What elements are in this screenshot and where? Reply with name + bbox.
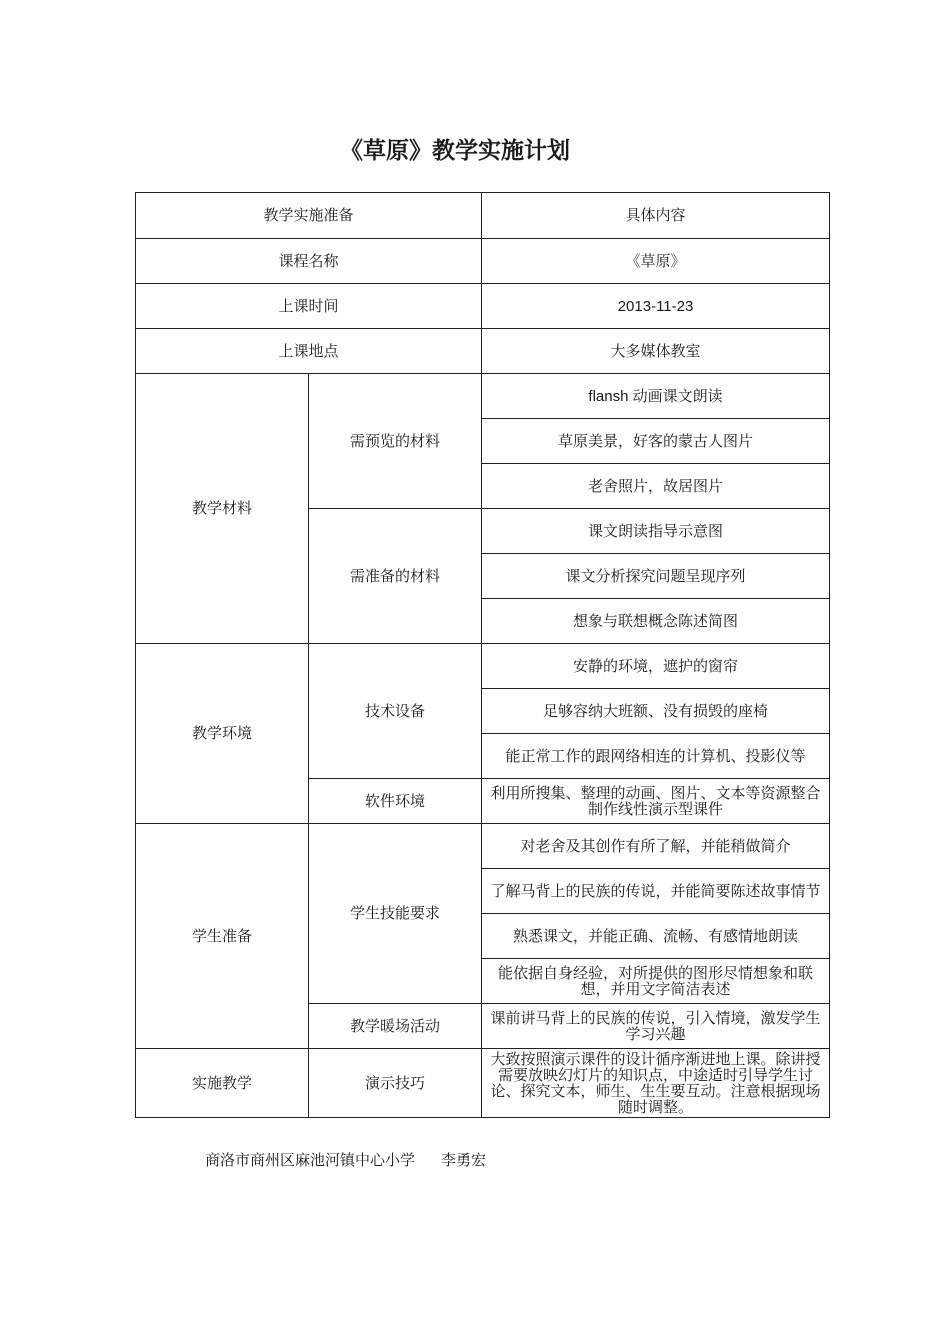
table-row [136, 374, 830, 419]
prepare-materials-label: 需准备的材料 [309, 509, 482, 644]
table-row [136, 239, 830, 284]
prepare-item: 想象与联想概念陈述简图 [482, 599, 830, 644]
table-row [136, 644, 830, 689]
table-row [136, 329, 830, 374]
environment-label: 教学环境 [136, 644, 309, 824]
skill-item: 熟悉课文，并能正确、流畅、有感情地朗读 [482, 914, 830, 959]
implement-label: 实施教学 [136, 1049, 309, 1118]
student-prep-label: 学生准备 [136, 824, 309, 1049]
tech-equipment-label: 技术设备 [309, 644, 482, 779]
skill-item: 对老舍及其创作有所了解，并能稍做简介 [482, 824, 830, 869]
table-row [136, 284, 830, 329]
table-row [136, 1049, 830, 1118]
footer-school: 商洛市商州区麻池河镇中心小学 [205, 1151, 416, 1169]
software-env-label: 软件环境 [309, 779, 482, 824]
tech-item: 安静的环境，遮护的窗帘 [482, 644, 830, 689]
footer [205, 1149, 486, 1170]
skill-item: 能依据自身经验，对所提供的图形尽情想象和联想，并用文字简洁表述 [482, 959, 830, 1004]
tech-item: 足够容纳大班额、没有损毁的座椅 [482, 689, 830, 734]
document-title: 《草原》教学实施计划 [340, 138, 570, 164]
student-skills-label: 学生技能要求 [309, 824, 482, 1004]
plan-table [135, 192, 830, 1118]
course-name-label: 课程名称 [136, 239, 482, 284]
preview-materials-label: 需预览的材料 [309, 374, 482, 509]
preview-item: 老舍照片，故居图片 [482, 464, 830, 509]
class-place-value: 大多媒体教室 [482, 329, 830, 374]
class-time-value: 2013-11-23 [482, 284, 830, 329]
class-time-label: 上课时间 [136, 284, 482, 329]
table-row [136, 824, 830, 869]
header-right-cell: 具体内容 [482, 193, 830, 239]
demo-skill-label: 演示技巧 [309, 1049, 482, 1118]
class-place-label: 上课地点 [136, 329, 482, 374]
warmup-value: 课前讲马背上的民族的传说，引入情境，激发学生学习兴趣 [482, 1004, 830, 1049]
table-header-row [136, 193, 830, 239]
footer-author: 李勇宏 [441, 1151, 487, 1169]
skill-item: 了解马背上的民族的传说，并能简要陈述故事情节 [482, 869, 830, 914]
demo-skill-value: 大致按照演示课件的设计循序渐进地上课。除讲授需要放映幻灯片的知识点，中途适时引导学生讨论、探究文本，师生、生生要互动。注意根据现场随时调整。 [482, 1049, 830, 1118]
prepare-item: 课文分析探究问题呈现序列 [482, 554, 830, 599]
preview-item: flansh 动画课文朗读 [482, 374, 830, 419]
warmup-label: 教学暖场活动 [309, 1004, 482, 1049]
materials-label: 教学材料 [136, 374, 309, 644]
prepare-item: 课文朗读指导示意图 [482, 509, 830, 554]
tech-item: 能正常工作的跟网络相连的计算机、投影仪等 [482, 734, 830, 779]
header-left-cell: 教学实施准备 [136, 193, 482, 239]
course-name-value: 《草原》 [482, 239, 830, 284]
software-env-value: 利用所搜集、整理的动画、图片、文本等资源整合制作线性演示型课件 [482, 779, 830, 824]
preview-item: 草原美景，好客的蒙古人图片 [482, 419, 830, 464]
